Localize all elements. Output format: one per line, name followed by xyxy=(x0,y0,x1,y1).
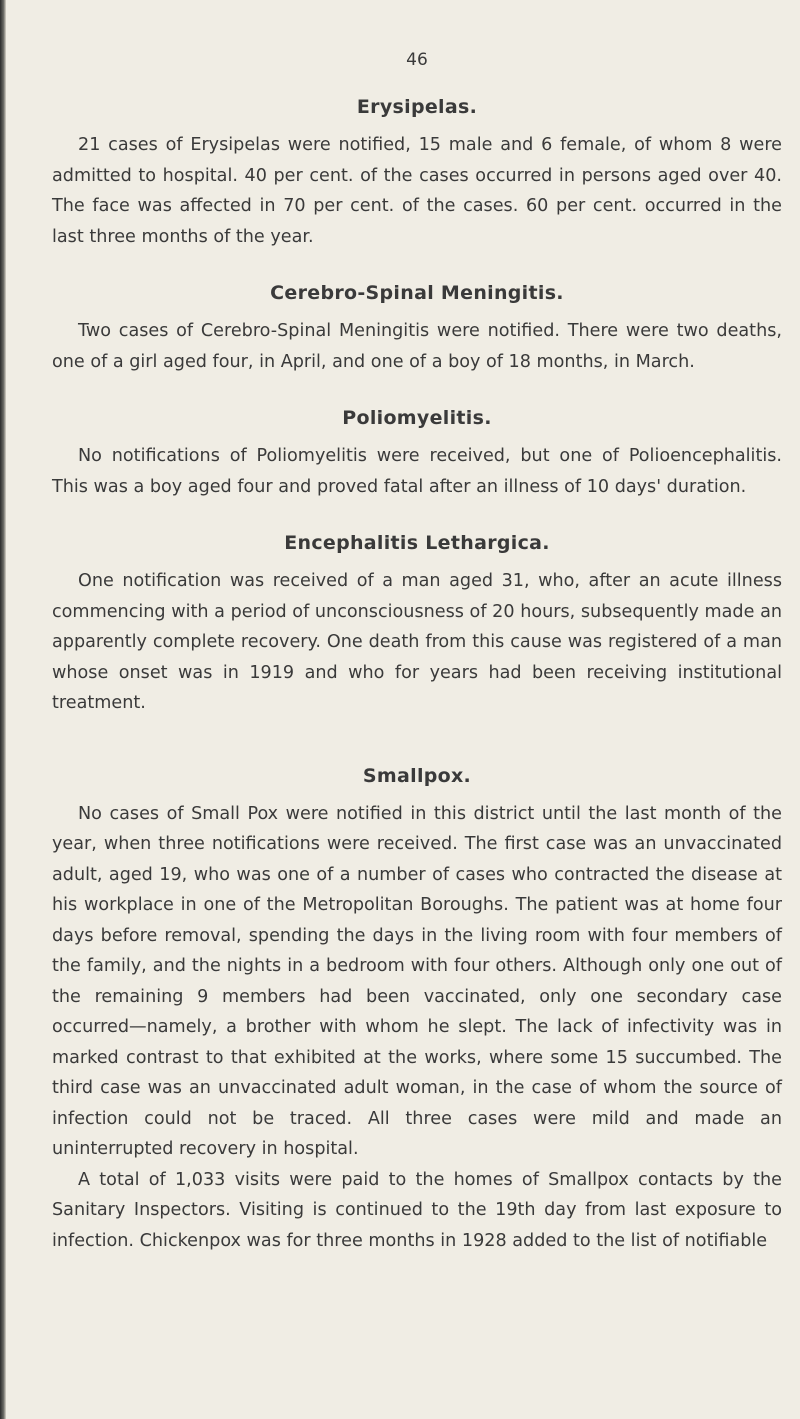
paragraph: Two cases of Cerebro-Spinal Meningitis were notified. There were two deaths, one of a girl aged four, in April, and one of a boy of 18 months, in March. xyxy=(52,321,782,372)
section-encephalitis-lethargica xyxy=(52,532,782,719)
section-heading: Encephalitis Lethargica. xyxy=(284,532,550,554)
section-heading: Smallpox. xyxy=(362,764,472,787)
section-smallpox xyxy=(52,765,782,1257)
page-binding-edge xyxy=(0,0,6,1419)
section-heading: Poliomyelitis. xyxy=(342,407,492,429)
paragraph: A total of 1,033 visits were paid to the homes of Smallpox contacts by the Sanitary Inspectors. Visiting is continued to the 19th day from last exposure to infection. Chickenpox was for three months in 1928 added to the list of notifiable xyxy=(52,1169,782,1251)
section-heading: Cerebro-Spinal Meningitis. xyxy=(270,282,564,304)
section-poliomyelitis xyxy=(52,407,782,502)
paragraph: No cases of Small Pox were notified in this district until the last month of the year, when three notifications were received. The first case was an unvaccinated adult, aged 19, who was one of a number of cases who contracted the disease at his workplace in one of the Metropolitan Boroughs. The patient was at home four days before removal, spending the days in the living room with four members of the family, and the nights in a bedroom with four others. Although only one out of the remaining 9 members had been vaccinated, only one secondary case occurred—namely, a brother with whom he slept. The lack of infectivity was in marked contrast to that exhibited at the works, where some 15 succumbed. The third case was an unvaccinated adult woman, in the case of whom the source of infection could not be traced. All three cases were mild and made an uninterrupted recovery in hospital. xyxy=(52,803,782,1159)
paragraph: No notifications of Poliomyelitis were received, but one of Polioencephalitis. This was a boy aged four and proved fatal after an illness of 10 days' duration. xyxy=(52,446,782,497)
section-erysipelas xyxy=(52,96,782,252)
paragraph: 21 cases of Erysipelas were notified, 15 male and 6 female, of whom 8 were admitted to hospital. 40 per cent. of the cases occurred in persons aged over 40. The face was affected in 70 per cent. of the cases. 60 per cent. occurred in the last three months of the year. xyxy=(52,135,782,247)
section-cerebro-spinal-meningitis xyxy=(52,282,782,377)
page-number: 46 xyxy=(406,50,428,70)
document-page xyxy=(52,50,782,1286)
section-heading: Erysipelas. xyxy=(356,96,478,118)
paragraph: One notification was received of a man aged 31, who, after an acute illness commencing with a period of unconsciousness of 20 hours, subsequently made an apparently complete recovery. One death from this cause was registered of a man whose onset was in 1919 and who for years had been receiving institutional treatment. xyxy=(52,571,782,713)
